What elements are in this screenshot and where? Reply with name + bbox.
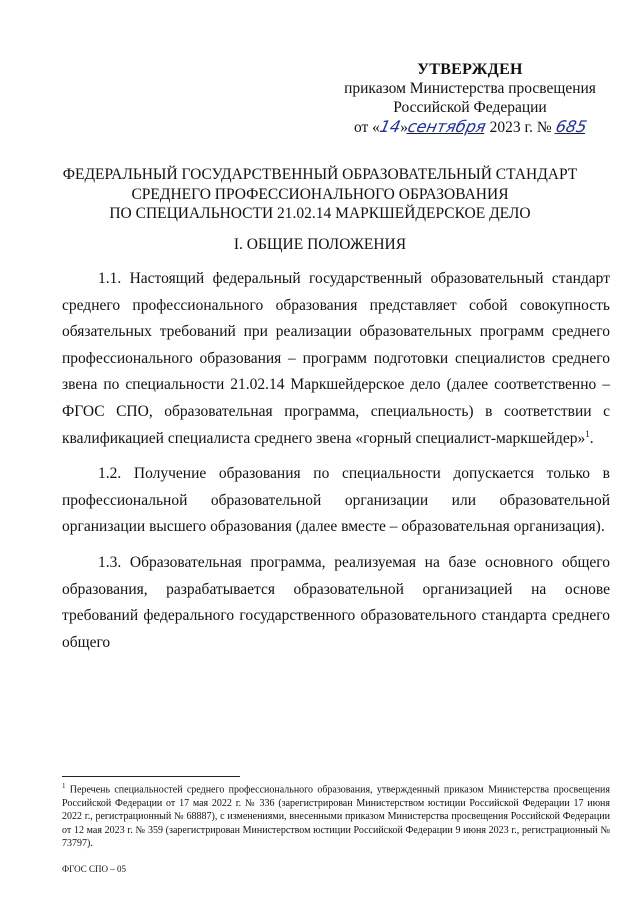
approval-line-country: Российской Федерации <box>393 99 547 116</box>
paragraph-1-1-text: 1.1. Настоящий федеральный государственный образовательный стандарт среднего профессионального образования представляет собой совокупность обязательных требований при реализации образовательных программ среднего профессионального образования – программ подготовки специалистов среднего звена по специальности 21.02.14 Маркшейдерское дело (далее соответственно – ФГОС СПО, образовательная программа, специальность) в соответствии с квалификацией специалиста среднего звена «горный специалист-маркшейдер» <box>62 270 610 447</box>
handwritten-order-number: 685 <box>553 117 589 136</box>
page-footer-code: ФГОС СПО – 05 <box>62 864 126 874</box>
footnote <box>62 780 610 851</box>
footnote-separator <box>62 776 240 777</box>
paragraph-1-1 <box>62 266 610 452</box>
footnote-ref: 1 <box>585 428 590 439</box>
paragraph-1-3: 1.3. Образовательная программа, реализуемая на базе основного общего образования, разрабатывается образовательной организацией на основе требований федерального государственного образовательного стандарта среднего общего <box>62 553 610 651</box>
section-heading: I. ОБЩИЕ ПОЛОЖЕНИЯ <box>233 236 407 253</box>
handwritten-day: 14 <box>377 117 403 136</box>
standard-title-line-2: СРЕДНЕГО ПРОФЕССИОНАЛЬНОГО ОБРАЗОВАНИЯ <box>131 185 509 203</box>
footnote-text: Перечень специальностей среднего профессионального образования, утвержденный приказом Министерства просвещения Российской Федерации от 17 мая 2022 г. № 336 (зарегистрирован Министерством юстиции Российской Федерации 17 июня 2022 г., регистрационный № 68887), с изменениями, внесенными приказом Министерства просвещения Российской Федерации от 12 мая 2023 г. № 359 (зарегистрирован Министерством юстиции Российской Федерации 9 июня 2023 г., регистрационный № 73797). <box>62 784 610 850</box>
date-quote-close: » <box>400 119 409 136</box>
footnote-marker: 1 <box>62 782 66 790</box>
body-text <box>62 266 610 665</box>
handwritten-month: сентября <box>405 117 488 136</box>
approval-block <box>335 60 605 137</box>
paragraph-1-2: 1.2. Получение образования по специальности допускается только в профессиональной образовательной организации или образовательной организации высшего образования (далее вместе – образовательная организация). <box>62 465 610 536</box>
date-prefix: от « <box>353 119 380 136</box>
standard-title-line-3: ПО СПЕЦИАЛЬНОСТИ 21.02.14 МАРКШЕЙДЕРСКОЕ ДЕЛО <box>109 205 531 222</box>
approval-line-ministry: приказом Министерства просвещения <box>344 80 596 97</box>
standard-title <box>60 165 580 224</box>
date-year: 2023 г. № <box>489 119 552 136</box>
standard-title-line-1: ФЕДЕРАЛЬНЫЙ ГОСУДАРСТВЕННЫЙ ОБРАЗОВАТЕЛЬНЫЙ СТАНДАРТ <box>62 166 578 183</box>
paragraph-1-1-end: . <box>589 429 594 447</box>
approval-date-line <box>335 117 605 137</box>
approval-title: УТВЕРЖДЕН <box>417 61 523 78</box>
